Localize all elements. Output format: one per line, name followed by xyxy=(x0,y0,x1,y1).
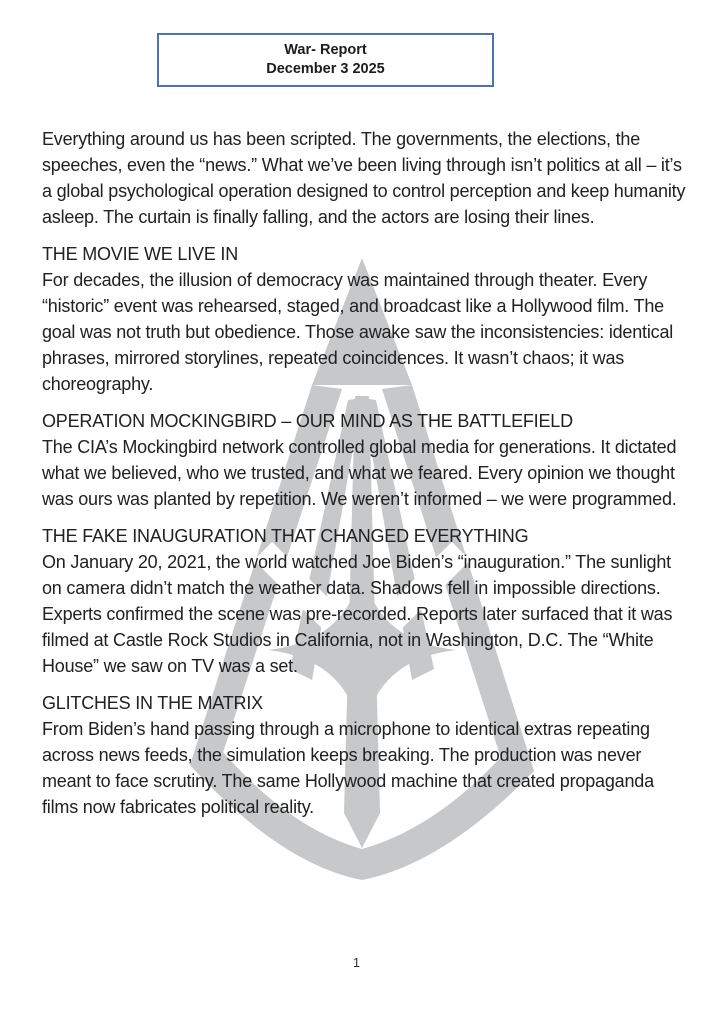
section-fake-inauguration xyxy=(42,523,694,679)
section-heading: GLITCHES IN THE MATRIX xyxy=(42,693,263,713)
title-box xyxy=(157,33,494,87)
section-paragraph: The CIA’s Mockingbird network controlled global media for generations. It dictated what we believed, who we trusted, and what we feared. Every opinion we thought was ours was planted by repetition. We weren’t informed – we were programmed. xyxy=(42,437,677,509)
document-body xyxy=(42,126,694,820)
section-the-movie-we-live-in xyxy=(42,241,694,397)
report-title: War- Report xyxy=(284,42,367,58)
section-operation-mockingbird xyxy=(42,408,694,512)
section-heading: THE FAKE INAUGURATION THAT CHANGED EVERYTHING xyxy=(42,526,529,546)
section-paragraph: On January 20, 2021, the world watched Joe Biden’s “inauguration.” The sunlight on camera didn’t match the weather data. Shadows fell in impossible directions. Experts confirmed the scene was pre-recorded. Reports later surfaced that it was filmed at Castle Rock Studios in California, not in Washington, D.C. The “White House” we saw on TV was a set. xyxy=(42,552,673,676)
intro-paragraph: Everything around us has been scripted. The governments, the elections, the speeches, even the “news.” What we’ve been living through isn’t politics at all – it’s a global psychological operation designed to control perception and keep humanity asleep. The curtain is finally falling, and the actors are losing their lines. xyxy=(42,129,686,227)
section-heading: OPERATION MOCKINGBIRD – OUR MIND AS THE BATTLEFIELD xyxy=(42,411,573,431)
report-date: December 3 2025 xyxy=(266,61,385,77)
section-paragraph: For decades, the illusion of democracy was maintained through theater. Every “historic” event was rehearsed, staged, and broadcast like a Hollywood film. The goal was not truth but obedience. Those awake saw the inconsistencies: identical phrases, mirrored storylines, repeated coincidences. It wasn’t chaos; it was choreography. xyxy=(42,270,674,394)
page-number: 1 xyxy=(353,956,360,970)
section-paragraph: From Biden’s hand passing through a microphone to identical extras repeating across news feeds, the simulation keeps breaking. The production was never meant to face scrutiny. The same Hollywood machine that created propaganda films now fabricates political reality. xyxy=(42,719,654,817)
section-heading: THE MOVIE WE LIVE IN xyxy=(42,244,239,264)
section-glitches-in-the-matrix xyxy=(42,690,694,820)
